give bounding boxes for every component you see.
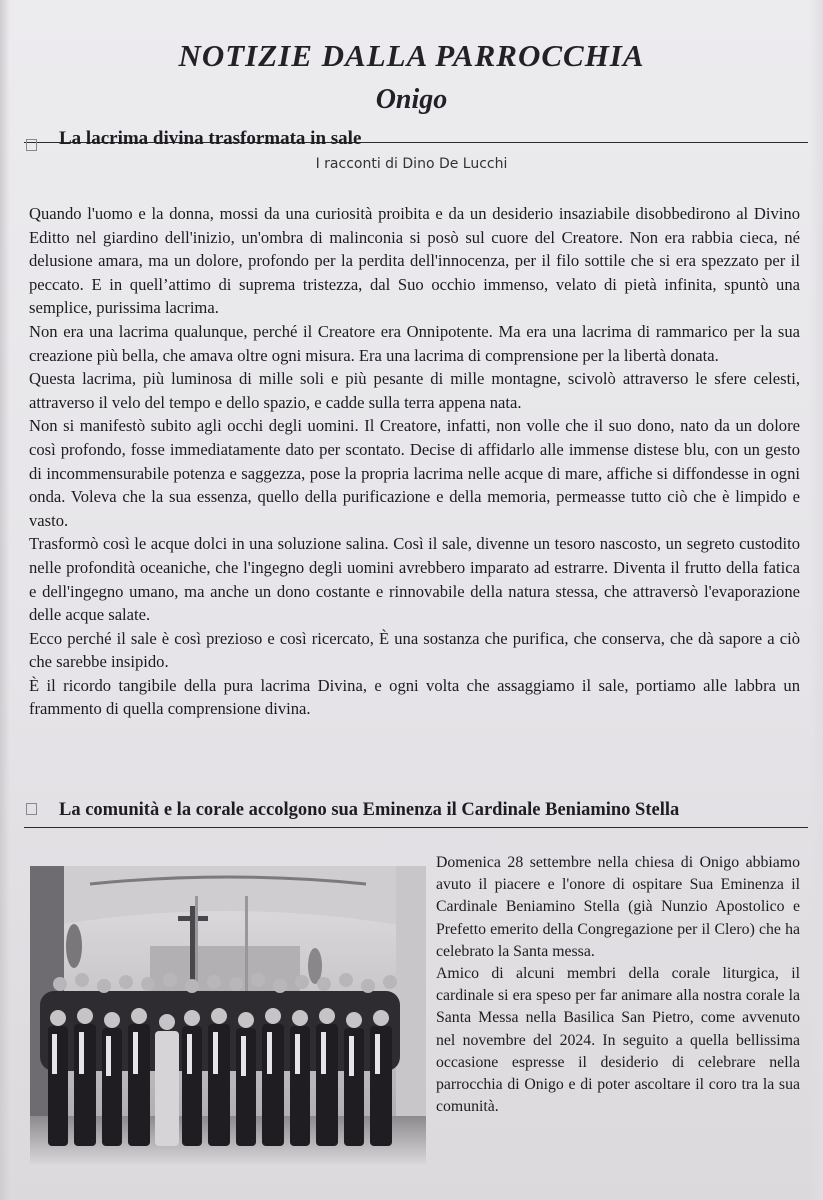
checkbox-bullet-icon [26,139,37,151]
checkbox-bullet-icon [26,803,37,815]
article1-heading: La lacrima divina trasformata in sale [59,128,362,149]
article1-paragraph: Trasformò così le acque dolci in una soluzione salina. Così il sale, divenne un tesoro nascosto, un segreto custodito nelle profondità oceaniche, che l'ingegno degli uomini avrebbero imparato ad estrarre. Diventa il frutto della fatica e dell'ingegno umano, ma anche un dono costante e rinnovabile della natura stessa, che attraversò l'evaporazione delle acque salate. [29,534,800,625]
choir-photo-illustration [30,866,426,1164]
article1-paragraph: Non si manifestò subito agli occhi degli uomini. Il Creatore, infatti, non volle che il suo dono, nato da un dolore così profondo, fosse immediatamente dato per scontato. Decise di affidarlo alle immense distese blu, con un gesto di incommensurabile potenza e saggezza, pose la propria lacrima nelle acque di mare, affiche si diffondesse in ogni onda. Voleva che la sua essenza, quello della purificazione e della memoria, permeasse tutto ciò che è limpido e vasto. [29,416,800,530]
article1-paragraph: È il ricordo tangibile della pura lacrima Divina, e ogni volta che assaggiamo il sale, portiamo alle labbra un frammento di quella comprensione divina. [29,675,800,719]
article2-heading: La comunità e la corale accolgono sua Eminenza il Cardinale Beniamino Stella [59,800,680,820]
parish-name: Onigo [375,84,448,115]
article1-byline: I racconti di Dino De Lucchi [315,156,508,172]
article2-paragraph: Domenica 28 settembre nella chiesa di Onigo abbiamo avuto il piacere e l'onore di ospitare Sua Eminenza il Cardinale Beniamino Stella (già Nunzio Apostolico e Prefetto emerito della Congregazione per il Clero) che ha celebrato la Santa messa. [436,854,800,960]
page-shadow-right [809,0,823,1200]
page-shadow-left [0,0,10,1200]
newsletter-title: NOTIZIE DALLA PARROCCHIA [178,38,645,73]
article2-body [436,852,800,1118]
article1-heading-bar [24,128,808,149]
article2-heading-bar [24,800,808,828]
choir-group-photo [30,866,426,1164]
article1-body [29,202,800,721]
article1-paragraph: Ecco perché il sale è così prezioso e così ricercato, È una sostanza che purifica, che conserva, che dà sapore a ciò che sarebbe insipido. [29,628,800,672]
article1-paragraph: Quando l'uomo e la donna, mossi da una curiosità proibita e da un desiderio insaziabile disobbedirono al Divino Editto nel giardino dell'inizio, un'ombra di malinconia si posò sul cuore del Creatore. Non era rabbia cieca, né delusione amara, ma un dolore, profondo per la perdita dell'innocenza, per il filo sottile che si era spezzato per il peccato. E in quell’attimo di suprema tristezza, dal Suo occhio immenso, velato di pietà infinita, spuntò una semplice, purissima lacrima. [29,204,800,318]
article1-paragraph: Non era una lacrima qualunque, perché il Creatore era Onnipotente. Ma era una lacrima di rammarico per la sua creazione più bella, che amava oltre ogni misura. Era una lacrima di comprensione per la libertà donata. [29,321,800,365]
article2-paragraph: Amico di alcuni membri della corale liturgica, il cardinale si era speso per far animare alla nostra corale la Santa Messa nella Basilica San Pietro, come avvenuto nel novembre del 2024. In seguito a quella bellissima occasione espresse il desiderio di celebrare nella parrocchia di Onigo e di poter ascoltare il coro tra la sua comunità. [436,965,800,1116]
article1-paragraph: Questa lacrima, più luminosa di mille soli e più pesante di mille montagne, scivolò attraverso le sfere celesti, attraverso il velo del tempo e dello spazio, e cadde sulla terra appena nata. [29,369,800,412]
